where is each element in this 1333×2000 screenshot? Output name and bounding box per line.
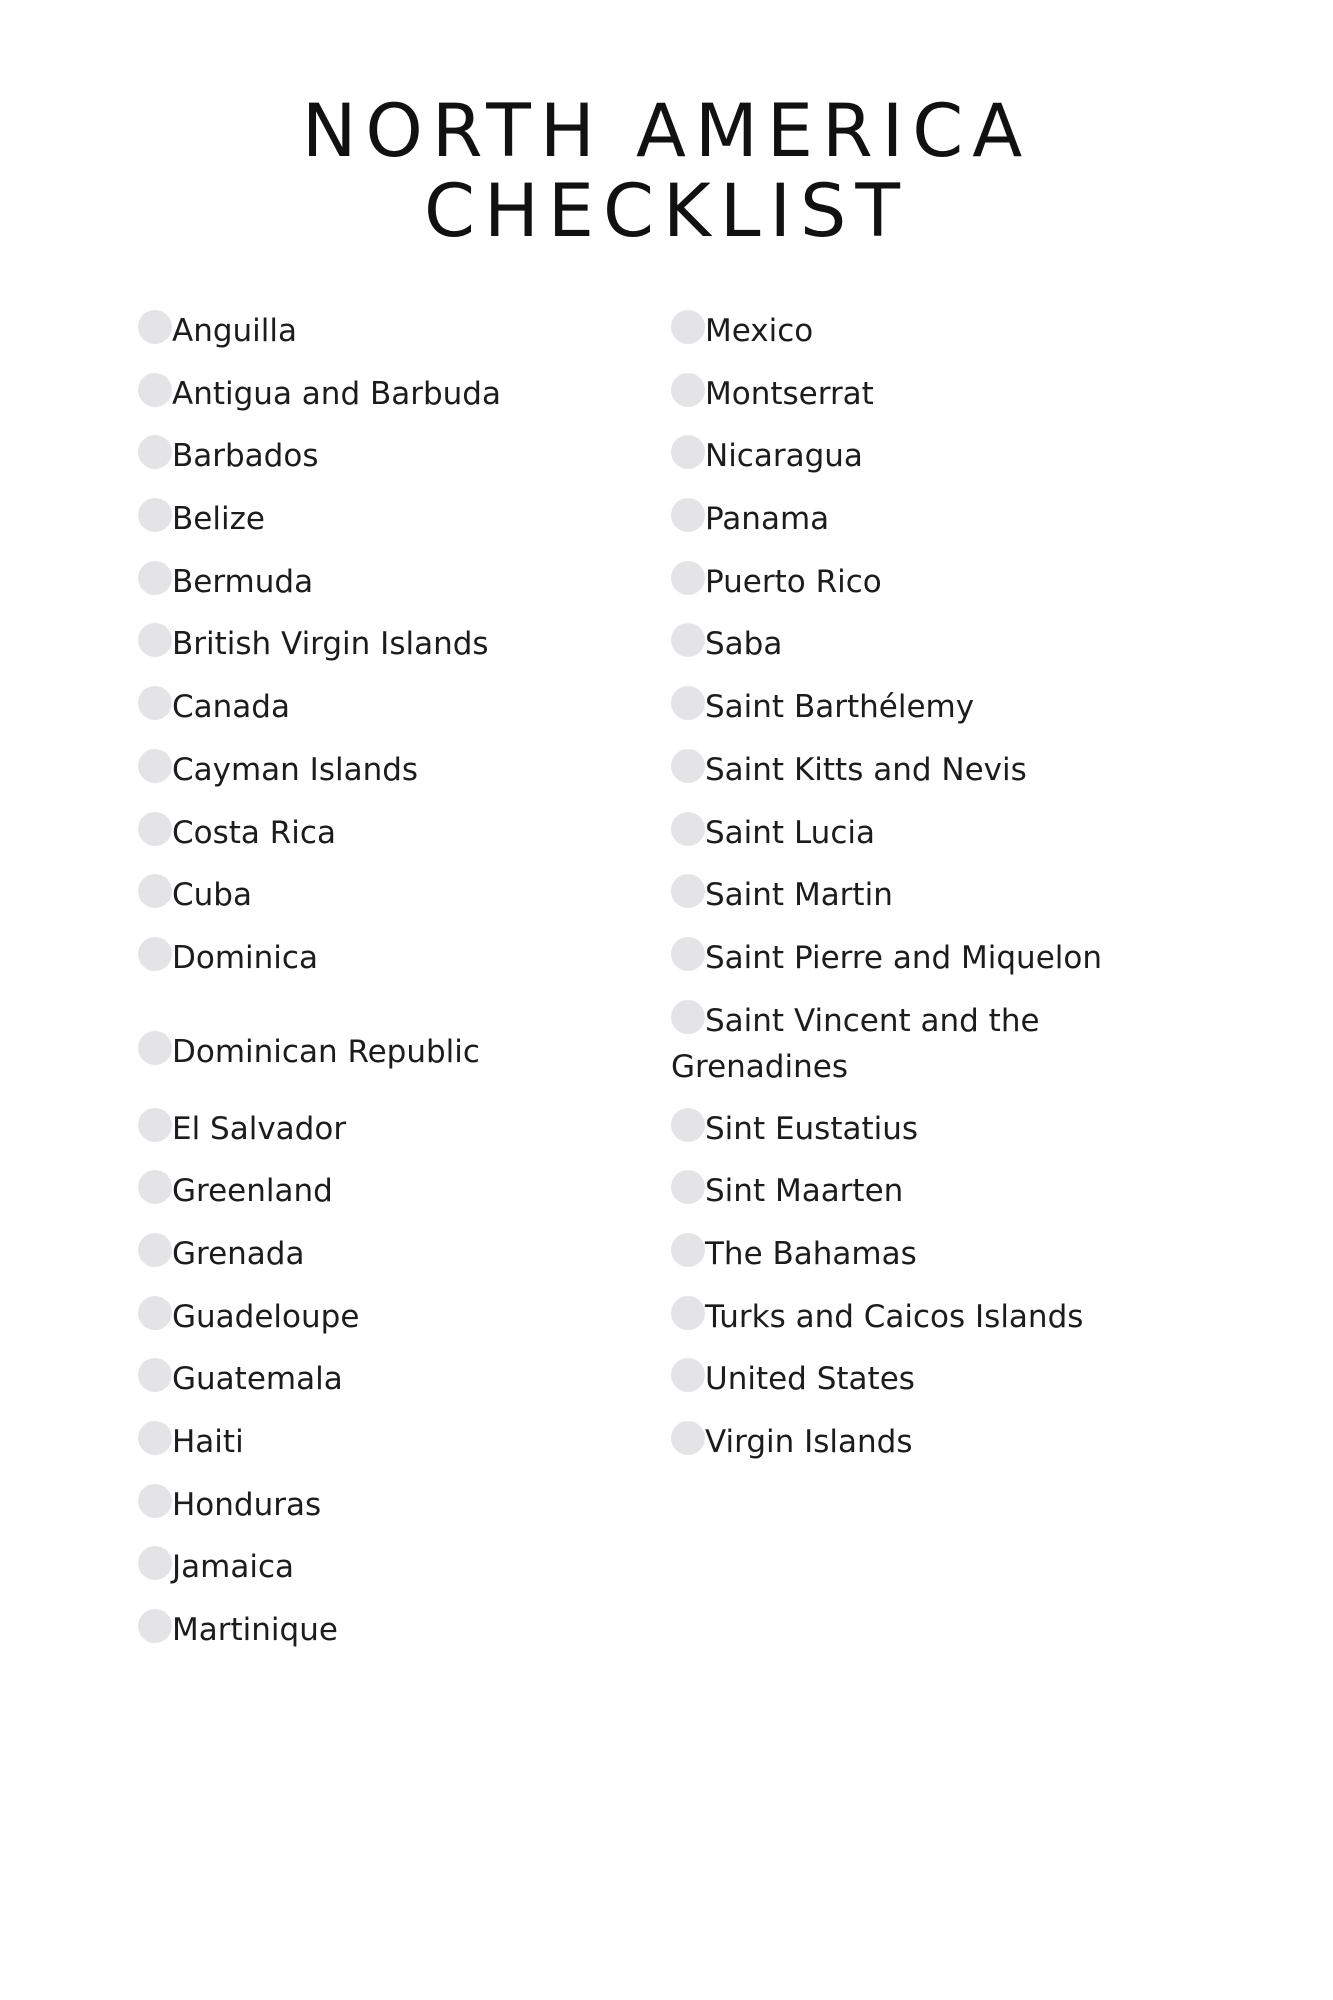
checkbox-circle[interactable] bbox=[671, 812, 705, 846]
checkbox-circle[interactable] bbox=[671, 937, 705, 971]
checklist-item[interactable] bbox=[138, 621, 638, 684]
checklist-item[interactable] bbox=[671, 433, 1171, 496]
country-label: Greenland bbox=[172, 1173, 333, 1210]
country-label: Dominica bbox=[172, 939, 318, 976]
page-title-line-1: NORTH AMERICA bbox=[301, 89, 1032, 174]
checkbox-circle[interactable] bbox=[671, 874, 705, 908]
checkbox-circle[interactable] bbox=[671, 1358, 705, 1392]
country-label: Cayman Islands bbox=[172, 751, 419, 788]
checkbox-circle[interactable] bbox=[671, 561, 705, 595]
checkbox-circle[interactable] bbox=[138, 1546, 172, 1580]
country-label: Saint Barthélemy bbox=[705, 689, 975, 726]
checkbox-circle[interactable] bbox=[138, 373, 172, 407]
checkbox-circle[interactable] bbox=[138, 874, 172, 908]
checkbox-circle[interactable] bbox=[138, 1609, 172, 1643]
checkbox-circle[interactable] bbox=[671, 1108, 705, 1142]
country-label: Guadeloupe bbox=[172, 1298, 360, 1335]
checklist-item[interactable] bbox=[671, 1231, 1171, 1294]
country-label: Montserrat bbox=[705, 375, 874, 412]
checklist-item[interactable] bbox=[138, 747, 638, 810]
checklist-item[interactable] bbox=[138, 433, 638, 496]
country-label: Anguilla bbox=[172, 313, 298, 349]
checkbox-circle[interactable] bbox=[138, 1108, 172, 1142]
country-label: Haiti bbox=[172, 1424, 244, 1460]
page-title bbox=[0, 89, 1333, 254]
checkbox-circle[interactable] bbox=[138, 561, 172, 595]
checklist-item[interactable] bbox=[671, 747, 1171, 810]
checkbox-circle[interactable] bbox=[138, 1031, 172, 1065]
country-label: Sint Eustatius bbox=[705, 1110, 919, 1147]
country-label: El Salvador bbox=[172, 1110, 347, 1147]
checklist-item[interactable] bbox=[138, 308, 638, 371]
country-label: Saint Lucia bbox=[705, 814, 875, 851]
checklist-item[interactable] bbox=[671, 559, 1171, 622]
country-label: Bermuda bbox=[172, 563, 314, 600]
checkbox-circle[interactable] bbox=[671, 1233, 705, 1267]
checklist-item[interactable] bbox=[138, 810, 638, 873]
country-label: Saint Pierre and Miquelon bbox=[705, 939, 1102, 976]
checkbox-circle[interactable] bbox=[671, 310, 705, 344]
checkbox-circle[interactable] bbox=[671, 623, 705, 657]
checkbox-circle[interactable] bbox=[138, 937, 172, 971]
checkbox-circle[interactable] bbox=[138, 686, 172, 720]
country-label: United States bbox=[705, 1361, 915, 1398]
checklist-item[interactable] bbox=[671, 998, 1171, 1106]
checklist-item[interactable] bbox=[138, 1482, 638, 1545]
checklist-item[interactable] bbox=[671, 308, 1171, 371]
checklist-item[interactable] bbox=[671, 1356, 1171, 1419]
checklist-item[interactable] bbox=[138, 935, 638, 998]
country-label: Barbados bbox=[172, 438, 319, 475]
checklist-item[interactable] bbox=[138, 1544, 638, 1607]
checkbox-circle[interactable] bbox=[138, 435, 172, 469]
checklist-item[interactable] bbox=[138, 371, 638, 434]
checkbox-circle[interactable] bbox=[138, 812, 172, 846]
checklist-item[interactable] bbox=[671, 1419, 1171, 1482]
checklist-item[interactable] bbox=[138, 684, 638, 747]
country-label: Antigua and Barbuda bbox=[172, 375, 501, 412]
checklist-item[interactable] bbox=[138, 496, 638, 559]
country-label: Puerto Rico bbox=[705, 563, 882, 600]
country-label: Panama bbox=[705, 501, 830, 538]
country-label: Sint Maarten bbox=[705, 1173, 904, 1210]
country-label: Saint Kitts and Nevis bbox=[705, 751, 1027, 788]
country-label: Cuba bbox=[172, 877, 252, 914]
checklist-item[interactable] bbox=[671, 1168, 1171, 1231]
checklist-item[interactable] bbox=[138, 1607, 638, 1670]
checklist-item[interactable] bbox=[671, 935, 1171, 998]
checklist-item[interactable] bbox=[138, 1231, 638, 1294]
country-label: British Virgin Islands bbox=[172, 626, 489, 663]
country-label: Guatemala bbox=[172, 1361, 343, 1398]
country-label: Honduras bbox=[172, 1486, 322, 1523]
checkbox-circle[interactable] bbox=[671, 498, 705, 532]
checklist-item[interactable] bbox=[138, 1294, 638, 1357]
checkbox-circle[interactable] bbox=[138, 1296, 172, 1330]
checkbox-circle[interactable] bbox=[138, 498, 172, 532]
country-label: Canada bbox=[172, 689, 290, 726]
country-label: Martinique bbox=[172, 1612, 338, 1649]
checklist-item[interactable] bbox=[671, 371, 1171, 434]
country-label: Grenada bbox=[172, 1235, 305, 1272]
country-label: Belize bbox=[172, 501, 265, 538]
checkbox-circle[interactable] bbox=[671, 1170, 705, 1204]
checkbox-circle[interactable] bbox=[138, 1421, 172, 1455]
country-label: The Bahamas bbox=[705, 1235, 917, 1272]
checklist-item[interactable] bbox=[671, 810, 1171, 873]
country-label: Dominican Republic bbox=[172, 1033, 480, 1070]
left-checklist-column bbox=[138, 308, 638, 1670]
country-label: Mexico bbox=[705, 313, 814, 349]
checklist-item[interactable] bbox=[671, 1106, 1171, 1169]
checkbox-circle[interactable] bbox=[138, 749, 172, 783]
checkbox-circle[interactable] bbox=[671, 373, 705, 407]
country-label: Saint Vincent and the Grenadines bbox=[671, 1002, 1040, 1085]
checklist-item[interactable] bbox=[138, 1419, 638, 1482]
checklist-item[interactable] bbox=[138, 1168, 638, 1231]
checklist-item[interactable] bbox=[138, 1356, 638, 1419]
country-label: Nicaragua bbox=[705, 438, 863, 475]
country-label: Saint Martin bbox=[705, 877, 893, 914]
checkbox-circle[interactable] bbox=[671, 686, 705, 720]
checkbox-circle[interactable] bbox=[138, 1170, 172, 1204]
checkbox-circle[interactable] bbox=[138, 1233, 172, 1267]
checkbox-circle[interactable] bbox=[671, 1421, 705, 1455]
right-checklist-column bbox=[671, 308, 1171, 1482]
checkbox-circle[interactable] bbox=[138, 1484, 172, 1518]
checklist-item[interactable] bbox=[671, 684, 1171, 747]
country-label: Costa Rica bbox=[172, 814, 336, 851]
page-title-line-2: CHECKLIST bbox=[424, 169, 909, 254]
checklist-item[interactable] bbox=[138, 1106, 638, 1169]
checkbox-circle[interactable] bbox=[138, 623, 172, 657]
checklist-item[interactable] bbox=[138, 559, 638, 622]
checkbox-circle[interactable] bbox=[671, 1000, 705, 1034]
checklist-item[interactable] bbox=[138, 872, 638, 935]
checklist-item[interactable] bbox=[671, 1294, 1171, 1357]
checkbox-circle[interactable] bbox=[671, 1296, 705, 1330]
checkbox-circle[interactable] bbox=[138, 310, 172, 344]
country-label: Turks and Caicos Islands bbox=[705, 1298, 1084, 1335]
checklist-item[interactable] bbox=[671, 872, 1171, 935]
checkbox-circle[interactable] bbox=[138, 1358, 172, 1392]
checklist-item[interactable] bbox=[671, 496, 1171, 559]
country-label: Jamaica bbox=[172, 1549, 294, 1586]
checklist-item[interactable] bbox=[138, 998, 638, 1106]
checklist-item[interactable] bbox=[671, 621, 1171, 684]
checkbox-circle[interactable] bbox=[671, 435, 705, 469]
country-label: Virgin Islands bbox=[705, 1424, 913, 1460]
country-label: Saba bbox=[705, 626, 783, 663]
checkbox-circle[interactable] bbox=[671, 749, 705, 783]
